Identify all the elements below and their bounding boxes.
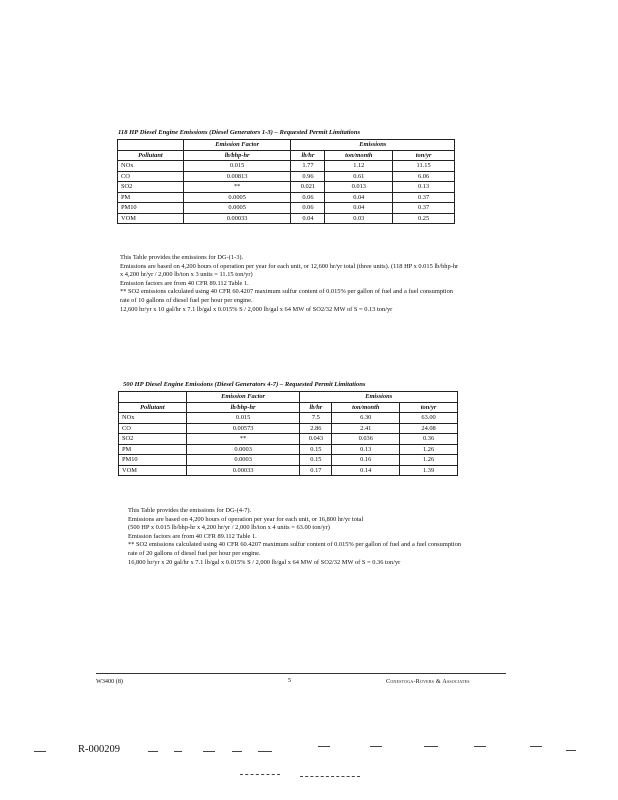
table2-col-factor-unit: lb/bhp-hr — [186, 402, 300, 413]
scan-mark — [240, 774, 280, 775]
scan-mark — [566, 750, 576, 751]
factor-cell: 0.015 — [183, 161, 291, 172]
tonyr-cell: 24.08 — [400, 423, 458, 434]
table2-note: 16,800 hr/yr x 20 gal/hr x 7.1 lb/gal x 0.015% S / 2,000 lb/gal x 64 MW of SO2/32 MW of S = 0.36 ton/yr — [128, 558, 401, 566]
table2-row — [119, 413, 458, 424]
table1-note: This Table provides the emissions for DG-(1-3). — [120, 254, 244, 261]
factor-cell: 0.015 — [186, 413, 300, 424]
lbhr-cell: 0.043 — [300, 434, 332, 445]
bates-number: R-000209 — [78, 744, 120, 755]
table1-notes — [120, 254, 460, 314]
pollutant-cell: PM — [119, 444, 187, 455]
table2-header-emissions: Emissions — [300, 392, 458, 403]
factor-cell: 0.00573 — [186, 423, 300, 434]
tonyr-cell: 0.36 — [400, 434, 458, 445]
tonyr-cell: 11.15 — [393, 161, 455, 172]
factor-cell: 0.0003 — [186, 455, 300, 466]
tonmonth-cell: 0.61 — [325, 171, 393, 182]
factor-cell: ** — [186, 434, 300, 445]
table1-note: Emission factors are from 40 CFR 89.112 Table 1. — [120, 279, 249, 287]
lbhr-cell: 1.77 — [291, 161, 325, 172]
tonyr-cell: 0.13 — [393, 182, 455, 193]
tonyr-cell: 1.39 — [400, 465, 458, 476]
table1-row — [118, 192, 455, 203]
factor-cell: 0.0003 — [186, 444, 300, 455]
table1-col-tonmonth: ton/month — [325, 150, 393, 161]
tonmonth-cell: 1.12 — [325, 161, 393, 172]
scan-mark — [300, 776, 360, 777]
table1-row — [118, 182, 455, 193]
pollutant-cell: NOx — [119, 413, 187, 424]
table1-row — [118, 203, 455, 214]
factor-cell: 0.0005 — [183, 203, 291, 214]
tonmonth-cell: 2.41 — [332, 423, 400, 434]
tonmonth-cell: 0.04 — [325, 192, 393, 203]
pollutant-cell: CO — [119, 423, 187, 434]
table1-header-emissions: Emissions — [291, 140, 455, 151]
tonyr-cell: 6.06 — [393, 171, 455, 182]
table1-col-pollutant: Pollutant — [118, 150, 184, 161]
scan-mark — [34, 751, 46, 752]
scan-mark — [174, 751, 182, 752]
table2-col-pollutant: Pollutant — [119, 402, 187, 413]
table1-col-lbhr: lb/hr — [291, 150, 325, 161]
table2-col-tonyr: ton/yr — [400, 402, 458, 413]
tonmonth-cell: 0.03 — [325, 213, 393, 224]
factor-cell: 0.0005 — [183, 192, 291, 203]
table2-header-emission-factor: Emission Factor — [186, 392, 300, 403]
pollutant-cell: NOx — [118, 161, 184, 172]
table2-col-lbhr: lb/hr — [300, 402, 332, 413]
lbhr-cell: 0.17 — [300, 465, 332, 476]
table1-title: 118 HP Diesel Engine Emissions (Diesel Generators 1-3) – Requested Permit Limitations — [118, 129, 361, 136]
tonyr-cell: 1.26 — [400, 444, 458, 455]
scan-mark — [370, 746, 382, 747]
table2-row — [119, 455, 458, 466]
table1-header-emission-factor: Emission Factor — [183, 140, 291, 151]
lbhr-cell: 0.96 — [291, 171, 325, 182]
table2-row — [119, 423, 458, 434]
lbhr-cell: 0.06 — [291, 203, 325, 214]
table2-note: Emissions are based on 4,200 hours of operation per year for each unit, or 16,800 hr/yr total — [128, 515, 364, 523]
table2-note: This Table provides the emissions for DG-(4-7). — [128, 507, 252, 514]
factor-cell: 0.00813 — [183, 171, 291, 182]
table2-row — [119, 465, 458, 476]
tonmonth-cell: 0.04 — [325, 203, 393, 214]
table1-col-tonyr: ton/yr — [393, 150, 455, 161]
pollutant-cell: VOM — [119, 465, 187, 476]
factor-cell: 0.00033 — [183, 213, 291, 224]
table1-col-factor-unit: lb/bhp-hr — [183, 150, 291, 161]
tonmonth-cell: 0.013 — [325, 182, 393, 193]
tonyr-cell: 0.37 — [393, 203, 455, 214]
lbhr-cell: 0.15 — [300, 444, 332, 455]
table2-note: Emission factors are from 40 CFR 89.112 Table 1. — [128, 532, 257, 540]
table1-row — [118, 171, 455, 182]
scan-mark — [530, 746, 542, 747]
tonmonth-cell: 0.16 — [332, 455, 400, 466]
table2-col-tonmonth: ton/month — [332, 402, 400, 413]
table1-note: ** SO2 emissions calculated using 40 CFR 60.4207 maximum sulfur content of 0.015% per gallon of fuel and a fuel consumption rate of 10 gallons of diesel fuel per hour per engine. — [120, 288, 453, 304]
table1-emissions — [117, 139, 455, 224]
page-number: 5 — [288, 677, 292, 684]
tonyr-cell: 0.25 — [393, 213, 455, 224]
lbhr-cell: 0.04 — [291, 213, 325, 224]
table2-row — [119, 434, 458, 445]
scan-mark — [424, 746, 438, 747]
pollutant-cell: SO2 — [118, 182, 184, 193]
scan-mark — [148, 751, 158, 752]
table2-note: (500 HP x 0.015 lb/bhp-hr x 4,200 hr/yr / 2,000 lb/ton x 4 units = 63.00 ton/yr) — [128, 524, 330, 532]
tonmonth-cell: 0.036 — [332, 434, 400, 445]
pollutant-cell: SO2 — [119, 434, 187, 445]
pollutant-cell: VOM — [118, 213, 184, 224]
table2-note: ** SO2 emissions calculated using 40 CFR 60.4207 maximum sulfur content of 0.015% per gallon of fuel and a fuel consumption rate of 20 gallons of diesel fuel per hour per engine. — [128, 541, 461, 557]
scan-mark — [258, 751, 272, 752]
scan-mark — [232, 751, 242, 752]
tonmonth-cell: 0.14 — [332, 465, 400, 476]
tonyr-cell: 0.37 — [393, 192, 455, 203]
table1-row — [118, 161, 455, 172]
factor-cell: 0.00033 — [186, 465, 300, 476]
table2-notes — [128, 507, 466, 567]
footer-code: W3400 (8) — [96, 678, 123, 685]
pollutant-cell: PM — [118, 192, 184, 203]
lbhr-cell: 2.86 — [300, 423, 332, 434]
lbhr-cell: 7.5 — [300, 413, 332, 424]
tonmonth-cell: 0.13 — [332, 444, 400, 455]
scan-mark — [474, 746, 486, 747]
table2-row — [119, 444, 458, 455]
table1-row — [118, 213, 455, 224]
pollutant-cell: PM10 — [119, 455, 187, 466]
tonmonth-cell: 6.30 — [332, 413, 400, 424]
table2-emissions — [118, 391, 458, 476]
tonyr-cell: 1.26 — [400, 455, 458, 466]
scan-mark — [203, 751, 215, 752]
footer-rule — [96, 673, 506, 674]
lbhr-cell: 0.15 — [300, 455, 332, 466]
factor-cell: ** — [183, 182, 291, 193]
table2-title: 500 HP Diesel Engine Emissions (Diesel Generators 4-7) – Requested Permit Limitations — [123, 381, 366, 388]
scan-mark — [318, 746, 330, 747]
company-name: Conestoga-Rovers & Associates — [386, 678, 470, 685]
pollutant-cell: CO — [118, 171, 184, 182]
table1-note: 12,600 hr/yr x 10 gal/hr x 7.1 lb/gal x 0.015% S / 2,000 lb/gal x 64 MW of SO2/32 MW of S = 0.13 ton/yr — [120, 305, 393, 313]
lbhr-cell: 0.06 — [291, 192, 325, 203]
table1-note: Emissions are based on 4,200 hours of operation per year for each unit, or 12,600 hr/yr total (three units). (118 HP x 0.015 lb/bhp-hr x 4,200 hr/yr / 2,000 lb/ton x 3 units = 11.15 ton/yr) — [120, 262, 459, 279]
pollutant-cell: PM10 — [118, 203, 184, 214]
lbhr-cell: 0.021 — [291, 182, 325, 193]
tonyr-cell: 63.00 — [400, 413, 458, 424]
